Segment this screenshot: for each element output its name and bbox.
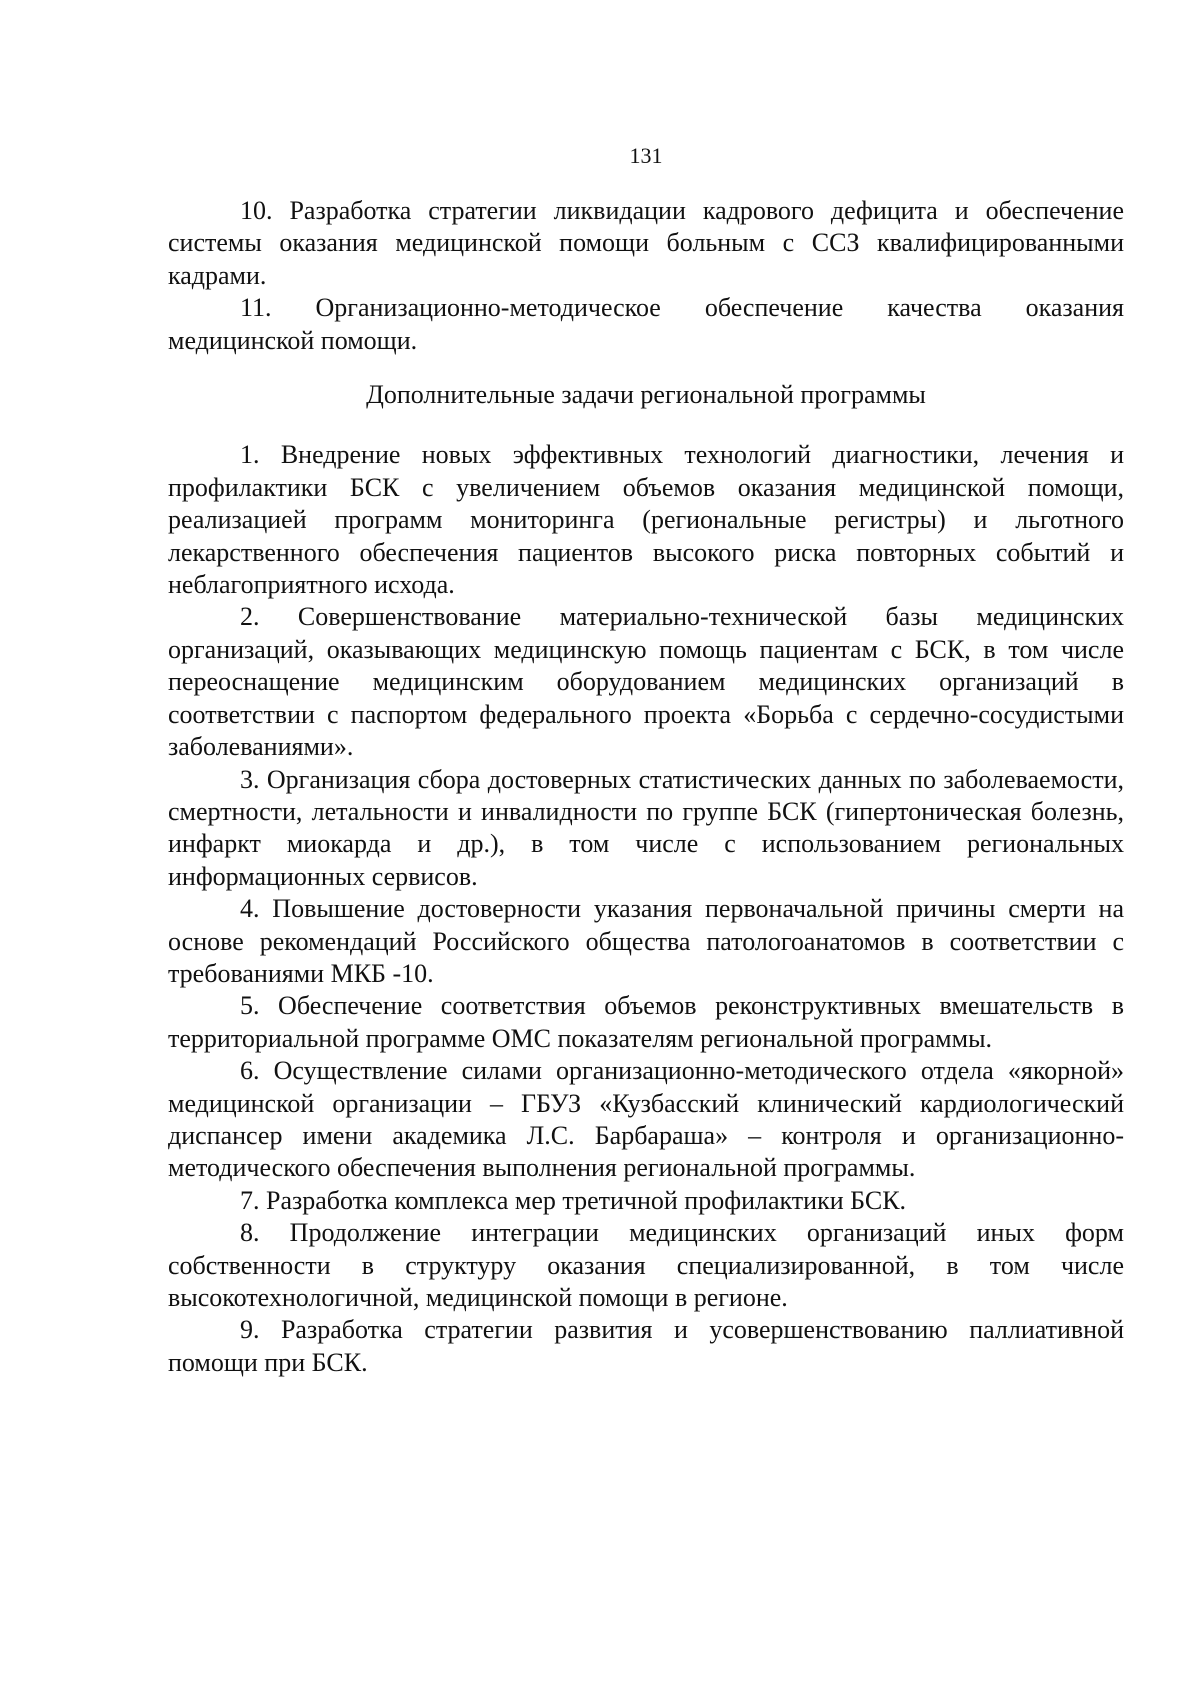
- paragraph-additional-task-5: 5. Обеспечение соответствия объемов реконструктивных вмешательств в территориальной программе ОМС показателям региональной программы.: [168, 991, 1124, 1053]
- paragraph-additional-task-9: 9. Разработка стратегии развития и усовершенствованию паллиативной помощи при БСК.: [168, 1315, 1124, 1377]
- paragraph-additional-task-7: 7. Разработка комплекса мер третичной профилактики БСК.: [240, 1185, 907, 1215]
- paragraph-task-10: 10. Разработка стратегии ликвидации кадрового дефицита и обеспечение системы оказания медицинской помощи больным с ССЗ квалифицированными кадрами.: [168, 196, 1124, 290]
- paragraph-additional-task-1: 1. Внедрение новых эффективных технологий диагностики, лечения и профилактики БСК с увеличением объемов оказания медицинской помощи, реализацией программ мониторинга (региональные регистры) и льготного лекарственного обеспечения пациентов высокого риска повторных событий и неблагоприятного исхода.: [168, 440, 1124, 600]
- paragraph-additional-task-8: 8. Продолжение интеграции медицинских организаций иных форм собственности в структуру оказания специализированной, в том числе высокотехнологичной, медицинской помощи в регионе.: [168, 1218, 1124, 1312]
- paragraph-task-11: 11. Организационно-методическое обеспечение качества оказания медицинской помощи.: [168, 293, 1124, 355]
- document-body: [168, 195, 1124, 1379]
- paragraph-additional-task-6: 6. Осуществление силами организационно-методического отдела «якорной» медицинской организации – ГБУЗ «Кузбасский клинический кардиологический диспансер имени академика Л.С. Барбараша» – контроля и организационно-методического обеспечения выполнения региональной программы.: [168, 1056, 1124, 1183]
- paragraph-additional-task-2: 2. Совершенствование материально-технической базы медицинских организаций, оказывающих медицинскую помощь пациентам с БСК, в том числе переоснащение медицинским оборудованием медицинских организаций в соответствии с паспортом федерального проекта «Борьба с сердечно-сосудистыми заболеваниями».: [168, 602, 1124, 762]
- page-number: 131: [629, 143, 663, 168]
- paragraph-additional-task-3: 3. Организация сбора достоверных статистических данных по заболеваемости, смертности, летальности и инвалидности по группе БСК (гипертоническая болезнь, инфаркт миокарда и др.), в том числе с использованием региональных информационных сервисов.: [168, 764, 1124, 891]
- section-heading: Дополнительные задачи региональной программы: [366, 380, 926, 410]
- paragraph-additional-task-4: 4. Повышение достоверности указания первоначальной причины смерти на основе рекомендаций Российского общества патологоанатомов в соответствии с требованиями МКБ -10.: [168, 894, 1124, 988]
